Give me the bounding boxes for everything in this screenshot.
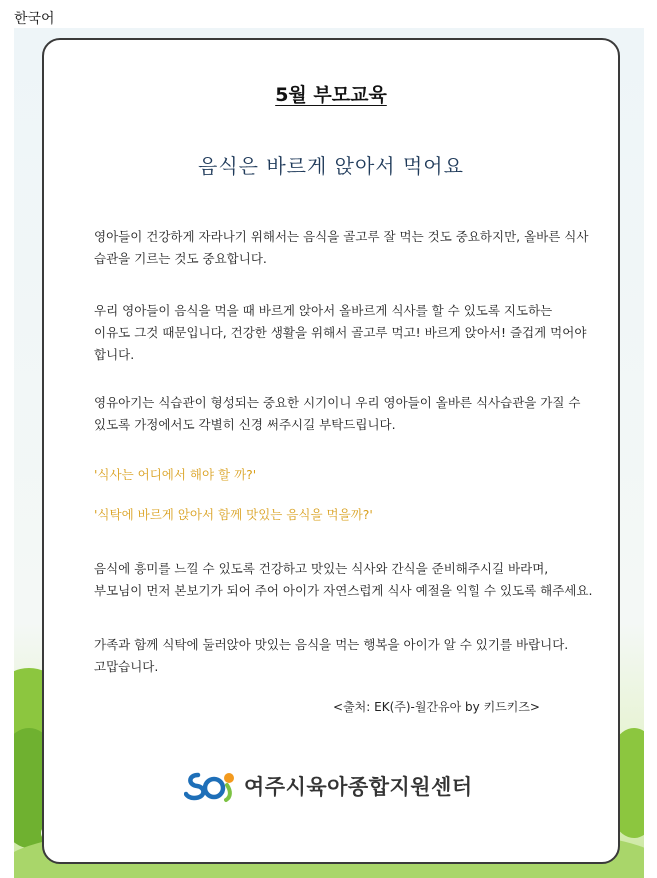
paragraph-line: 합니다. [94,347,135,362]
paragraph-3 [94,392,594,436]
paragraph-1 [94,226,594,270]
language-label: 한국어 [14,11,55,27]
organization-name: 여주시육아종합지원센터 [244,775,473,799]
paragraph-line: 부모님이 먼저 본보기가 되어 주어 아이가 자연스럽게 식사 예절을 익힐 수 있도록 해주세요. [94,583,593,598]
source-citation: <출처: EK(주)-월간유아 by 키드키즈> [333,700,540,714]
logo-mark-icon [184,769,238,803]
quote-2: '식탁에 바르게 앉아서 함께 맛있는 음식을 먹을까?' [94,507,373,522]
paragraph-4 [94,558,614,602]
paragraph-line: 우리 영아들이 음식을 먹을 때 바르게 앉아서 올바르게 식사를 할 수 있도록 지도하는 [94,303,553,318]
quote-1: '식사는 어디에서 해야 할 까?' [94,467,257,482]
paragraph-2 [94,300,594,366]
document-title: 5월 부모교육 [275,84,387,106]
document-panel [42,38,620,864]
organization-logo [184,766,473,806]
paragraph-line: 음식에 흥미를 느낄 수 있도록 건강하고 맛있는 식사와 간식을 준비해주시길 바라며, [94,561,549,576]
paragraph-line: 있도록 가정에서도 각별히 신경 써주시길 부탁드립니다. [94,417,396,432]
paragraph-line: 가족과 함께 식탁에 둘러앉아 맛있는 음식을 먹는 행복을 아이가 알 수 있기를 바랍니다. [94,637,569,652]
paragraph-line: 이유도 그것 때문입니다, 건강한 생활을 위해서 골고루 먹고! 바르게 앉아서! 즐겁게 먹어야 [94,325,587,340]
paragraph-line: 영아들이 건강하게 자라나기 위해서는 음식을 골고루 잘 먹는 것도 중요하지만, 올바른 식사 [94,229,589,244]
document-headline: 음식은 바르게 앉아서 먹어요 [198,154,464,178]
paragraph-5 [94,634,594,678]
paragraph-line: 영유아기는 식습관이 형성되는 중요한 시기이니 우리 영아들이 올바른 식사습관을 가질 수 [94,395,581,410]
paragraph-line: 고맙습니다. [94,659,159,674]
paragraph-line: 습관을 기르는 것도 중요합니다. [94,251,267,266]
